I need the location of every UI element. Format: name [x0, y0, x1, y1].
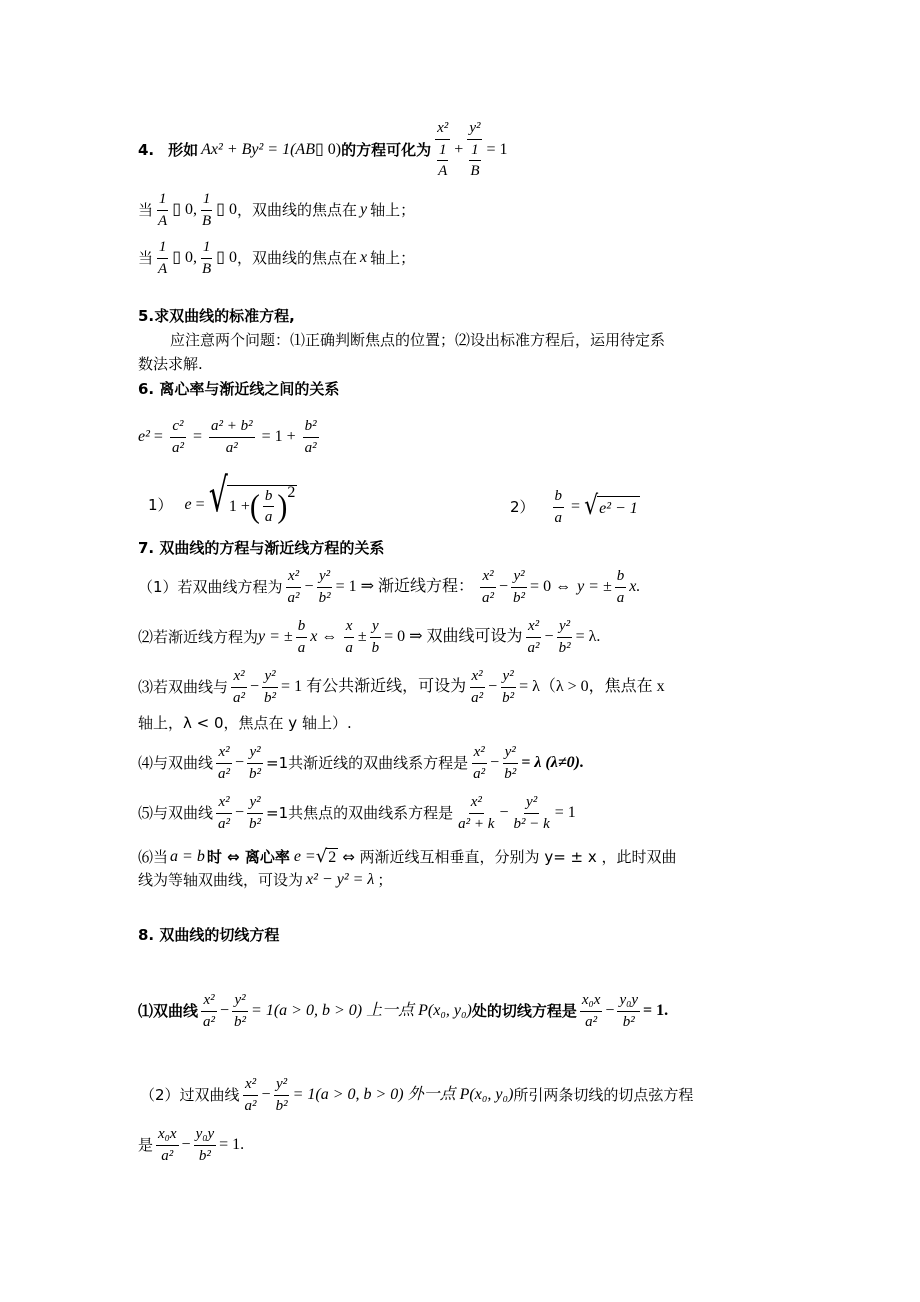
- operator: +: [454, 141, 464, 158]
- section-5-body-line2: 数法求解.: [138, 355, 203, 373]
- numerator: b: [263, 488, 275, 508]
- denominator: a²: [304, 439, 317, 456]
- formula: 0,: [185, 201, 197, 218]
- numerator: b²: [303, 418, 319, 438]
- denominator: b²: [513, 589, 526, 606]
- numerator: y²: [247, 744, 262, 764]
- denominator: a²: [161, 1147, 174, 1164]
- fraction: [216, 744, 232, 782]
- formula: P(x₀, y₀): [459, 1086, 514, 1103]
- section-8-item-2-cont: [138, 1122, 244, 1168]
- operator: = 1 +: [261, 428, 296, 445]
- heading-text: 形如: [168, 140, 199, 159]
- missing-glyph-box: ▯: [172, 201, 181, 218]
- formula: 1 +: [228, 497, 250, 515]
- operator: −: [499, 578, 509, 595]
- numerator: y²: [503, 744, 518, 764]
- missing-glyph-box: ▯: [172, 249, 181, 266]
- section-7-item-6: [138, 846, 677, 868]
- operator: −: [544, 628, 554, 645]
- fraction: [480, 568, 496, 606]
- operator: −: [499, 804, 509, 821]
- operator: ±: [357, 628, 367, 645]
- denominator: b²: [558, 639, 571, 656]
- numerator: x²: [469, 794, 484, 814]
- numerator: 1: [157, 239, 169, 259]
- numerator: y²: [511, 568, 526, 588]
- fraction: [231, 668, 247, 706]
- denominator: a²: [225, 439, 238, 456]
- item-number: 2）: [510, 497, 535, 516]
- section-4-heading: [138, 120, 508, 180]
- formula: = λ (λ≠0).: [521, 754, 584, 771]
- denominator: a²: [287, 589, 300, 606]
- operator: =: [153, 428, 163, 445]
- sqrt-body: e² − 1: [597, 496, 640, 518]
- operator: −: [261, 1086, 271, 1103]
- numerator: 1: [469, 142, 481, 162]
- numerator: x₀x: [156, 1126, 179, 1146]
- fraction: [466, 120, 483, 180]
- missing-glyph-box: ▯: [216, 249, 225, 266]
- fraction: [511, 794, 551, 832]
- operator: −: [220, 1002, 230, 1019]
- numerator: x²: [472, 744, 487, 764]
- fraction: [243, 1076, 259, 1114]
- section-8-heading: 8. 双曲线的切线方程: [138, 926, 280, 944]
- denominator: b²: [234, 1013, 247, 1030]
- eccentricity-item-2: [510, 484, 640, 530]
- text: 轴上；: [370, 200, 416, 219]
- formula: x ⇔: [310, 628, 338, 645]
- formula: x² − y² = λ: [306, 871, 375, 888]
- denominator: [466, 140, 483, 180]
- fraction: [511, 568, 527, 606]
- denominator: b² − k: [513, 815, 550, 832]
- denominator: a²: [233, 689, 246, 706]
- denominator: a²: [218, 815, 231, 832]
- denominator: a²: [218, 765, 231, 782]
- text: 当: [138, 248, 154, 267]
- formula: = 1: [554, 804, 576, 821]
- numerator: b: [553, 488, 565, 508]
- formula: P(x₀, y₀): [418, 1002, 472, 1019]
- numerator: y: [370, 618, 381, 638]
- fraction: [209, 418, 255, 456]
- formula: y = ±: [577, 578, 612, 595]
- numerator: x²: [286, 568, 301, 588]
- formula: 0): [327, 141, 342, 158]
- text: ⑷与双曲线: [138, 753, 214, 772]
- fraction: [201, 992, 217, 1030]
- fraction: [247, 744, 263, 782]
- text: ；: [377, 870, 393, 889]
- operator: =: [195, 496, 205, 513]
- numerator: x²: [526, 618, 541, 638]
- section-7-heading: 7. 双曲线的方程与渐近线方程的关系: [138, 539, 385, 557]
- text: 当: [138, 200, 154, 219]
- numerator: x²: [435, 120, 450, 140]
- section-5-body-line1: 应注意两个问题：⑴正确判断焦点的位置；⑵设出标准方程后，运用待定系: [170, 331, 666, 349]
- fraction: [617, 992, 640, 1030]
- denominator: a²: [471, 689, 484, 706]
- formula: = 1 有公共渐近线，可设为: [281, 678, 467, 695]
- section-number: 4.: [138, 140, 155, 159]
- numerator: y²: [501, 668, 516, 688]
- formula: = λ.: [575, 628, 601, 645]
- section-4-case-y: [138, 192, 415, 228]
- item-number: 1）: [148, 495, 173, 514]
- formula: Ax² + By² = 1(AB: [201, 141, 315, 158]
- numerator: x: [344, 618, 355, 638]
- formula: a = b: [170, 848, 205, 865]
- denominator: b²: [622, 1013, 635, 1030]
- numerator: 1: [157, 191, 169, 211]
- denominator: B: [202, 260, 212, 277]
- formula: x.: [629, 578, 641, 595]
- denominator: A: [158, 260, 168, 277]
- section-7-item-3-cont: 轴上，λ < 0，焦点在 y 轴上）.: [138, 714, 352, 732]
- fraction: [553, 488, 565, 526]
- fraction: [156, 1126, 179, 1164]
- text: ⇔ 两渐近线互相垂直，分别为 y= ± x ，此时双曲: [342, 847, 677, 866]
- denominator: a² + k: [458, 815, 495, 832]
- fraction: [303, 418, 319, 456]
- denominator: b²: [502, 689, 515, 706]
- formula: 0: [228, 249, 237, 266]
- text: ⑶若双曲线与: [138, 677, 229, 696]
- numerator: b: [296, 618, 308, 638]
- fraction: [170, 418, 186, 456]
- fraction: [434, 120, 451, 180]
- denominator: a²: [527, 639, 540, 656]
- fraction: [200, 191, 213, 229]
- denominator: b: [371, 639, 380, 656]
- fraction: [286, 568, 302, 606]
- sqrt: √ e² − 1: [584, 491, 638, 522]
- numerator: x²: [216, 744, 231, 764]
- formula: = 1 ⇒ 渐近线方程：: [335, 578, 475, 595]
- formula: = 1(a > 0, b > 0) 外一点: [292, 1086, 456, 1103]
- denominator: a: [554, 509, 563, 526]
- operator: −: [250, 678, 260, 695]
- section-8-item-1: [138, 988, 668, 1034]
- numerator: c²: [170, 418, 185, 438]
- denominator: b²: [318, 589, 331, 606]
- numerator: y²: [274, 1076, 289, 1096]
- denominator: a: [297, 639, 306, 656]
- fraction: [262, 668, 278, 706]
- formula: = 1: [486, 141, 508, 158]
- denominator: a²: [171, 439, 184, 456]
- text: ⑵若渐近线方程为: [138, 627, 259, 646]
- text: =1共焦点的双曲线系方程是: [266, 803, 454, 822]
- fraction: [370, 618, 382, 656]
- fraction: [194, 1126, 217, 1164]
- text: 是: [138, 1135, 154, 1154]
- numerator: x²: [201, 992, 216, 1012]
- denominator: A: [158, 212, 168, 229]
- numerator: x²: [480, 568, 495, 588]
- formula: 0,: [185, 249, 197, 266]
- section-7-item-3: [138, 664, 665, 710]
- formula: = 0 ⇔: [530, 578, 572, 595]
- denominator: a²: [244, 1097, 257, 1114]
- operator: −: [235, 804, 245, 821]
- denominator: a²: [203, 1013, 216, 1030]
- denominator: b²: [198, 1147, 211, 1164]
- text: ⑴双曲线: [138, 1001, 199, 1020]
- numerator: 1: [437, 142, 449, 162]
- numerator: 1: [201, 239, 213, 259]
- operator: −: [488, 678, 498, 695]
- denominator: a: [616, 589, 625, 606]
- eccentricity-item-1: [148, 468, 297, 534]
- denominator: b²: [249, 815, 262, 832]
- formula: = 1(a > 0, b > 0) 上一点: [251, 1002, 415, 1019]
- text: =1共渐近线的双曲线系方程是: [266, 753, 469, 772]
- fraction: [343, 618, 355, 656]
- fraction: [471, 744, 487, 782]
- section-7-item-5: [138, 790, 576, 836]
- numerator: x²: [216, 794, 231, 814]
- formula: = 1.: [219, 1136, 245, 1153]
- text: 线为等轴双曲线，可设为: [138, 870, 304, 889]
- numerator: x₀x: [580, 992, 603, 1012]
- section-5-heading: 5.求双曲线的标准方程,: [138, 307, 295, 325]
- formula: = λ（λ > 0，焦点在 x: [519, 678, 665, 695]
- fraction: [456, 794, 496, 832]
- denominator: b²: [504, 765, 517, 782]
- missing-glyph-box: ▯: [216, 201, 225, 218]
- numerator: x²: [243, 1076, 258, 1096]
- operator: =: [571, 498, 581, 515]
- text: 处的切线方程是: [471, 1001, 577, 1020]
- formula: = 1.: [642, 1002, 669, 1019]
- fraction: [200, 239, 213, 277]
- numerator: x²: [231, 668, 246, 688]
- sqrt-body: 2: [328, 848, 337, 866]
- fraction: [247, 794, 263, 832]
- numerator: x²: [470, 668, 485, 688]
- fraction: [156, 191, 169, 229]
- fraction: [502, 744, 518, 782]
- numerator: y²: [524, 794, 539, 814]
- fraction: [232, 992, 248, 1030]
- fraction: [615, 568, 627, 606]
- fraction: [216, 794, 232, 832]
- formula: e²: [138, 428, 150, 445]
- operator: −: [605, 1002, 615, 1019]
- numerator: y²: [232, 992, 247, 1012]
- fraction: [274, 1076, 290, 1114]
- text: ，双曲线的焦点在: [236, 248, 357, 267]
- numerator: b: [615, 568, 627, 588]
- formula: y = ±: [258, 628, 293, 645]
- eccentricity-formula: [138, 414, 322, 460]
- numerator: y₀y: [617, 992, 640, 1012]
- text: （2）过双曲线: [140, 1085, 240, 1104]
- denominator: b²: [249, 765, 262, 782]
- operator: −: [235, 754, 245, 771]
- denominator: a²: [585, 1013, 598, 1030]
- formula: = 0 ⇒ 双曲线可设为: [384, 628, 523, 645]
- numerator: y²: [317, 568, 332, 588]
- sqrt: √ 1 + ( $\frac{b}{a}$ ) $^2$: [208, 468, 296, 525]
- section-7-item-4: [138, 740, 584, 786]
- section-6-heading: 6. 离心率与渐近线之间的关系: [138, 380, 340, 398]
- fraction: [156, 239, 169, 277]
- denominator: b²: [264, 689, 277, 706]
- heading-text: 的方程可化为: [341, 140, 432, 159]
- formula: e =: [293, 848, 316, 865]
- text: ⑸与双曲线: [138, 803, 214, 822]
- operator: −: [490, 754, 500, 771]
- fraction: [469, 668, 485, 706]
- denominator: B: [202, 212, 212, 229]
- text: （1）若双曲线方程为: [138, 577, 283, 596]
- fraction: [500, 668, 516, 706]
- text: ，双曲线的焦点在: [236, 200, 357, 219]
- section-4-case-x: [138, 240, 415, 276]
- numerator: y²: [262, 668, 277, 688]
- fraction: [263, 488, 275, 526]
- numerator: y²: [557, 618, 572, 638]
- fraction: [557, 618, 573, 656]
- numerator: y²: [467, 120, 482, 140]
- text: 时 ⇔ 离心率: [206, 847, 290, 866]
- variable: e: [184, 496, 192, 513]
- section-7-item-6-cont: [138, 872, 392, 888]
- fraction: [296, 618, 308, 656]
- missing-glyph-box: ▯: [314, 141, 324, 158]
- denominator: a: [345, 639, 353, 656]
- formula: 0: [228, 201, 237, 218]
- section-7-item-2: [138, 614, 600, 660]
- fraction: [580, 992, 603, 1030]
- section-7-item-1: [138, 564, 640, 610]
- denominator: a²: [482, 589, 495, 606]
- denominator: a: [264, 509, 273, 525]
- sqrt: √ 2: [315, 846, 337, 867]
- operator: =: [192, 428, 202, 445]
- operator: −: [181, 1136, 191, 1153]
- text: 所引两条切线的切点弦方程: [513, 1085, 694, 1104]
- fraction: [317, 568, 333, 606]
- fraction: [526, 618, 542, 656]
- section-8-item-2: [140, 1072, 693, 1118]
- text: 轴上；: [370, 248, 416, 267]
- numerator: y²: [247, 794, 262, 814]
- denominator: A: [438, 163, 448, 180]
- numerator: 1: [201, 191, 213, 211]
- denominator: B: [470, 163, 480, 180]
- numerator: y₀y: [194, 1126, 217, 1146]
- numerator: a² + b²: [209, 418, 255, 438]
- variable: x: [360, 249, 368, 266]
- operator: −: [304, 578, 314, 595]
- variable: y: [360, 201, 368, 218]
- denominator: [434, 140, 451, 180]
- denominator: a²: [473, 765, 486, 782]
- text: ⑹当: [138, 847, 169, 866]
- denominator: b²: [275, 1097, 288, 1114]
